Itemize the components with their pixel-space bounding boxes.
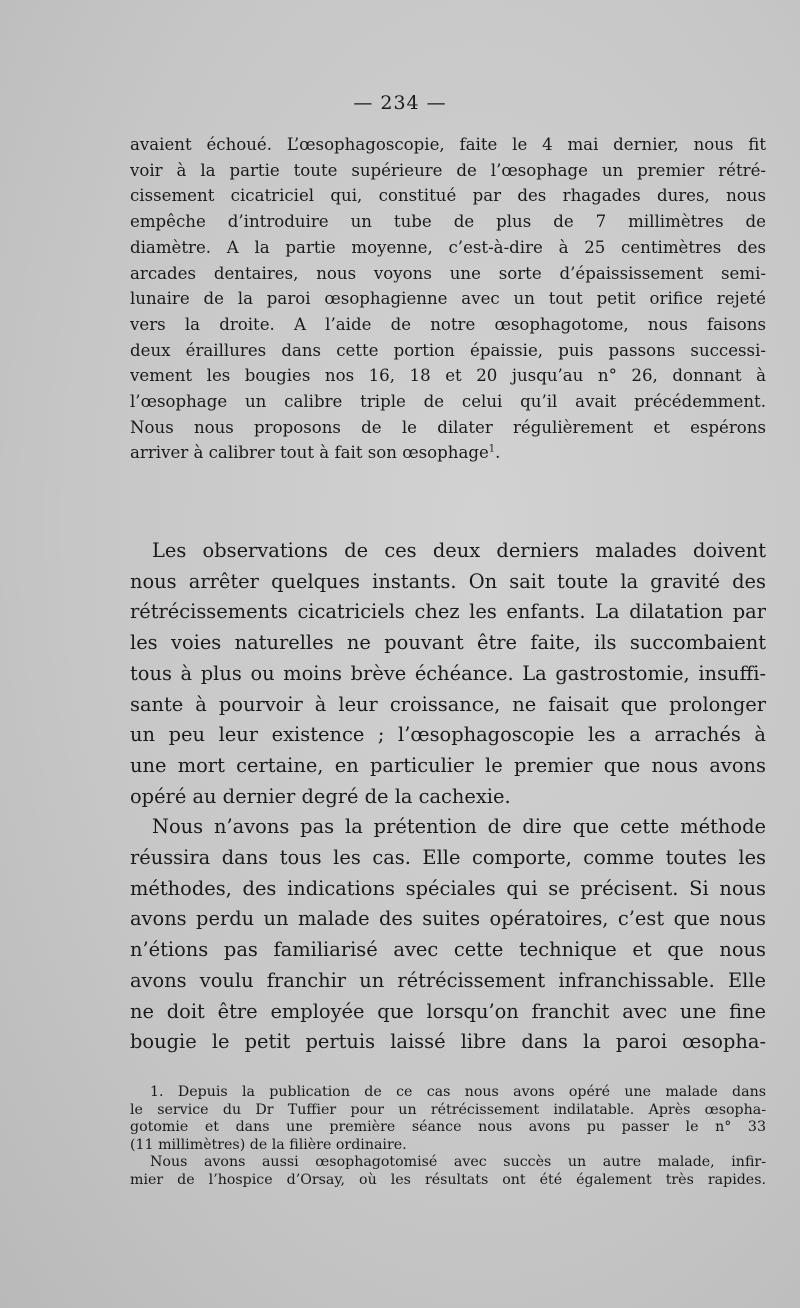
- text-line: réussira dans tous les cas. Elle comporte, comme toutes les: [130, 846, 766, 870]
- footnotes: [130, 1084, 766, 1190]
- text-line: avons perdu un malade des suites opératoires, c’est que nous: [130, 907, 766, 931]
- text-line: ne doit être employée que lorsqu’on franchit avec une fine: [130, 999, 766, 1023]
- text-fragment: .: [495, 443, 501, 463]
- text-line: nous arrêter quelques instants. On sait toute la gravité des: [130, 569, 766, 593]
- footnote-line: Nous avons aussi œsophagotomisé avec succès un autre malade, infir-: [150, 1154, 766, 1171]
- text-line: arcades dentaires, nous voyons une sorte d’épaississement semi-: [130, 263, 766, 283]
- observation-paragraph: [130, 132, 766, 466]
- text-line: lunaire de la paroi œsophagienne avec un tout petit orifice rejeté: [130, 289, 766, 309]
- footnote-line: mier de l’hospice d’Orsay, où les résultats ont été également très rapides.: [130, 1171, 766, 1188]
- text-line: bougie le petit pertuis laissé libre dans la paroi œsopha-: [130, 1030, 766, 1054]
- main-text: [130, 536, 766, 1058]
- text-line: Nous nous proposons de le dilater régulièrement et espérons: [130, 417, 766, 437]
- text-line: avaient échoué. L’œsophagoscopie, faite le 4 mai dernier, nous fit: [130, 135, 766, 154]
- text-line: cissement cicatriciel qui, constitué par des rhagades dures, nous: [130, 186, 766, 206]
- text-fragment: arriver à calibrer tout à fait son œsophage: [130, 443, 489, 463]
- text-line: vement les bougies nos 16, 18 et 20 jusqu’au n° 26, donnant à: [130, 366, 766, 386]
- text-line: diamètre. A la partie moyenne, c’est-à-dire à 25 centimètres des: [130, 237, 766, 257]
- footnote-line: (11 millimètres) de la filière ordinaire.: [130, 1136, 407, 1153]
- text-line: sante à pourvoir à leur croissance, ne faisait que prolonger: [130, 692, 766, 716]
- text-line: Nous n’avons pas la prétention de dire que cette méthode: [152, 815, 766, 839]
- text-line: Les observations de ces deux derniers malades doivent: [152, 539, 766, 562]
- text-line: opéré au dernier degré de la cachexie.: [130, 784, 511, 808]
- text-line: tous à plus ou moins brève échéance. La gastrostomie, insuffi-: [130, 661, 766, 685]
- footnote-line: le service du Dr Tuffier pour un rétrécissement indilatable. Après œsopha-: [130, 1101, 766, 1118]
- text-line-last: [130, 440, 766, 466]
- footnote-marker: 1: [488, 443, 496, 455]
- footnote-line: 1. Depuis la publication de ce cas nous avons opéré une malade dans: [150, 1084, 766, 1100]
- text-line: méthodes, des indications spéciales qui se précisent. Si nous: [130, 876, 766, 900]
- text-line: deux éraillures dans cette portion épaissie, puis passons successi-: [130, 340, 766, 360]
- page-number: — 234 —: [353, 92, 447, 114]
- text-line: empêche d’introduire un tube de plus de 7 millimètres de: [130, 212, 766, 232]
- text-line: une mort certaine, en particulier le premier que nous avons: [130, 753, 766, 777]
- text-line: n’étions pas familiarisé avec cette technique et que nous: [130, 938, 766, 962]
- text-line: un peu leur existence ; l’œsophagoscopie les a arrachés à: [130, 723, 766, 747]
- text-line: voir à la partie toute supérieure de l’œsophage un premier rétré-: [130, 160, 766, 180]
- text-line: rétrécissements cicatriciels chez les enfants. La dilatation par: [130, 600, 766, 624]
- text-line: avons voulu franchir un rétrécissement infranchissable. Elle: [130, 968, 766, 992]
- text-line: les voies naturelles ne pouvant être faite, ils succombaient: [130, 631, 766, 655]
- text-line: l’œsophage un calibre triple de celui qu’il avait précédemment.: [130, 392, 766, 412]
- footnote-line: gotomie et dans une première séance nous avons pu passer le n° 33: [130, 1119, 766, 1136]
- text-line: vers la droite. A l’aide de notre œsophagotome, nous faisons: [130, 314, 766, 334]
